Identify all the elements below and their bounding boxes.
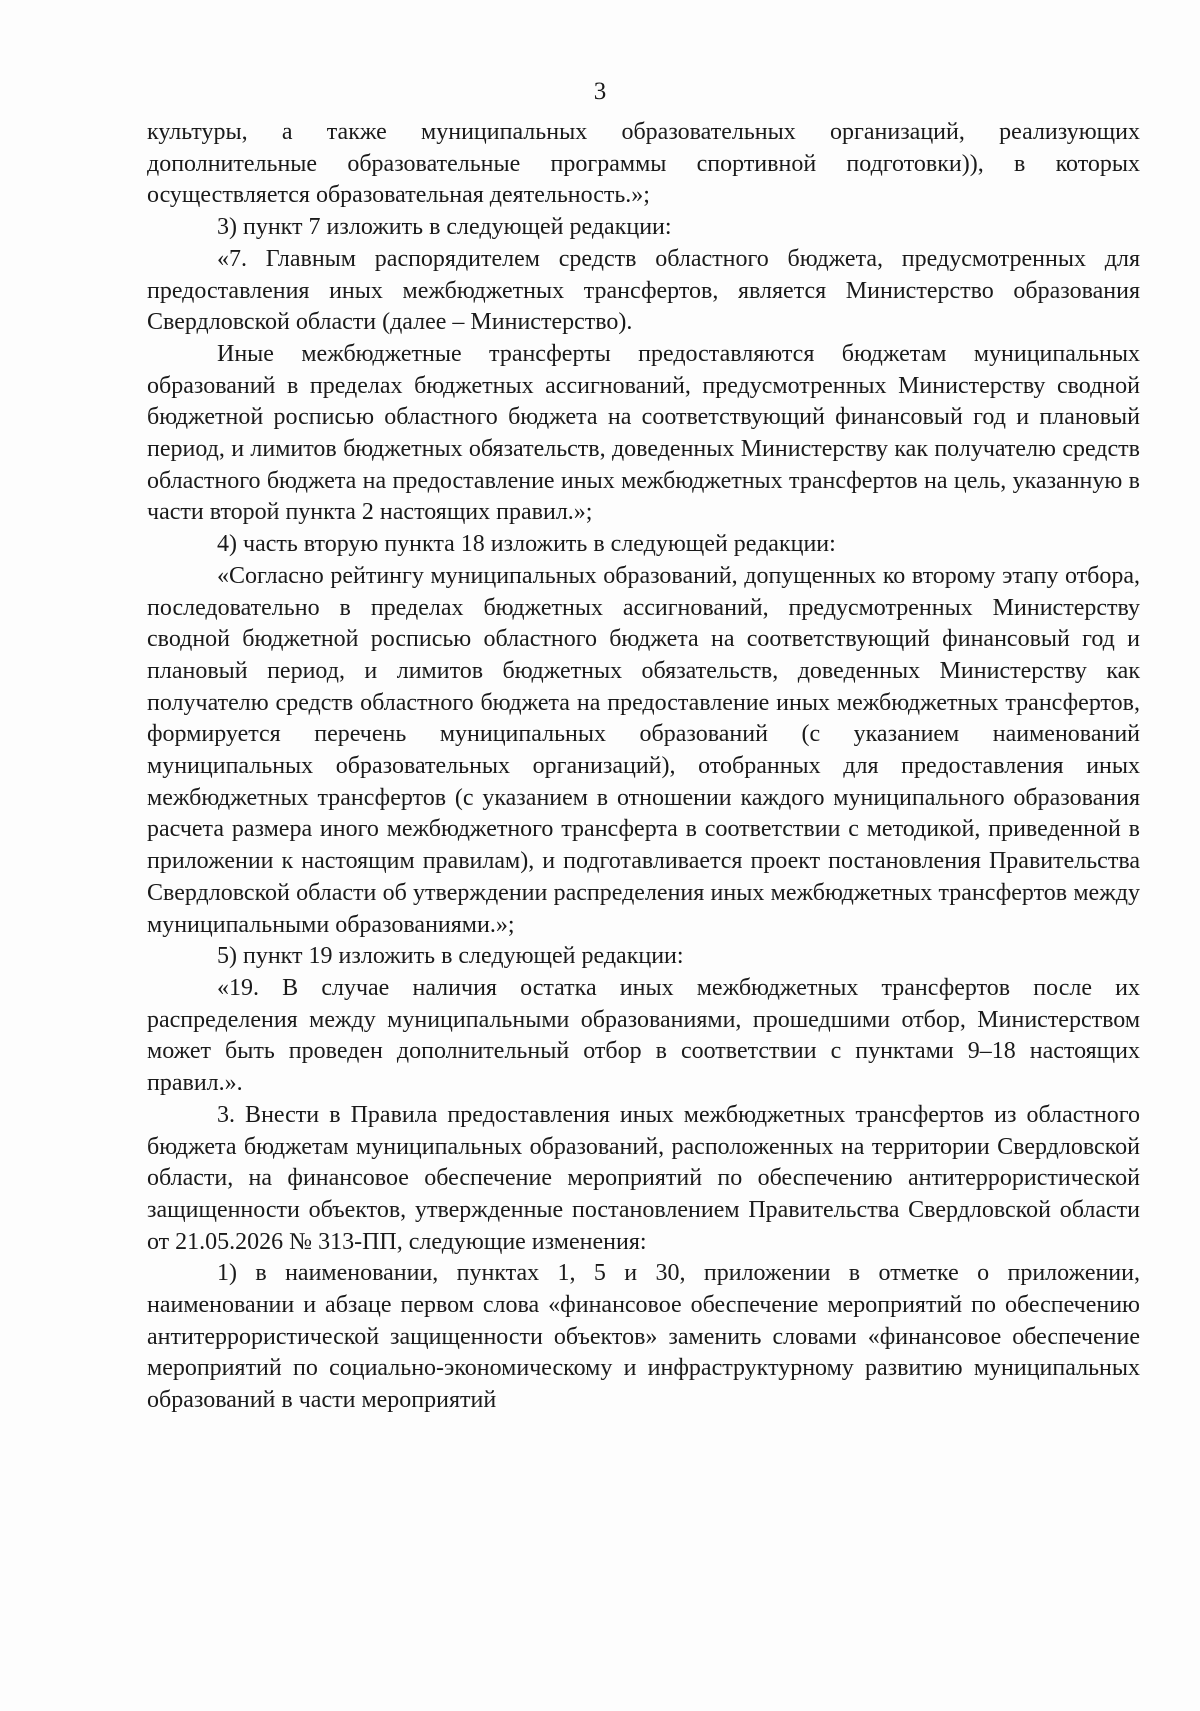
paragraph: «19. В случае наличия остатка иных межбюджетных трансфертов после их распределения между муниципальными образованиями, прошедшими отбор, Министерством может быть проведен дополнительный отбор в соответствии с пунктами 9–18 настоящих правил.». <box>147 974 1140 1097</box>
paragraph: культуры, а также муниципальных образовательных организаций, реализующих дополнительные образовательные программы спортивной подготовки)), в которых осуществляется образовательная деятельность.»; <box>147 119 1140 209</box>
paragraph: Иные межбюджетные трансферты предоставляются бюджетам муниципальных образований в пределах бюджетных ассигнований, предусмотренных Министерству сводной бюджетной росписью областного бюджета на соответствующий финансовый год и плановый период, и лимитов бюджетных обязательств, доведенных Министерству как получателю средств областного бюджета на предоставление иных межбюджетных трансфертов на цель, указанную в части второй пункта 2 настоящих правил.»; <box>147 340 1140 526</box>
page-number: 3 <box>593 78 607 105</box>
paragraph: «Согласно рейтингу муниципальных образований, допущенных ко второму этапу отбора, последовательно в пределах бюджетных ассигнований, предусмотренных Министерству сводной бюджетной росписью областного бюджета на соответствующий финансовый год и плановый период, и лимитов бюджетных обязательств, доведенных Министерству как получателю средств областного бюджета на предоставление иных межбюджетных трансфертов, формируется перечень муниципальных образований (с указанием наименований муниципальных образовательных организаций), отобранных для предоставления иных межбюджетных трансфертов (с указанием в отношении каждого муниципального образования расчета размера иного межбюджетного трансферта в соответствии с методикой, приведенной в приложении к настоящим правилам), и подготавливается проект постановления Правительства Свердловской области об утверждении распределения иных межбюджетных трансфертов между муниципальными образованиями.»; <box>147 562 1140 938</box>
paragraph: 3. Внести в Правила предоставления иных межбюджетных трансфертов из областного бюджета бюджетам муниципальных образований, расположенных на территории Свердловской области, на финансовое обеспечение мероприятий по обеспечению антитеррористической защищенности объектов, утвержденные постановлением Правительства Свердловской области от 21.05.2026 № 313-ПП, следующие изменения: <box>147 1101 1140 1255</box>
paragraph: 1) в наименовании, пунктах 1, 5 и 30, приложении в отметке о приложении, наименовании и абзаце первом слова «финансовое обеспечение мероприятий по обеспечению антитеррористической защищенности объектов» заменить словами «финансовое обеспечение мероприятий по социально-экономическому и инфраструктурному развитию муниципальных образований в части мероприятий <box>147 1260 1140 1414</box>
paragraph: «7. Главным распорядителем средств областного бюджета, предусмотренных для предоставления иных межбюджетных трансфертов, является Министерство образования Свердловской области (далее – Министерство). <box>147 245 1140 336</box>
document-body <box>147 117 1140 1417</box>
paragraph: 5) пункт 19 изложить в следующей редакции: <box>217 943 684 970</box>
paragraph: 3) пункт 7 изложить в следующей редакции: <box>217 214 672 241</box>
paragraph: 4) часть вторую пункта 18 изложить в следующей редакции: <box>217 531 836 558</box>
